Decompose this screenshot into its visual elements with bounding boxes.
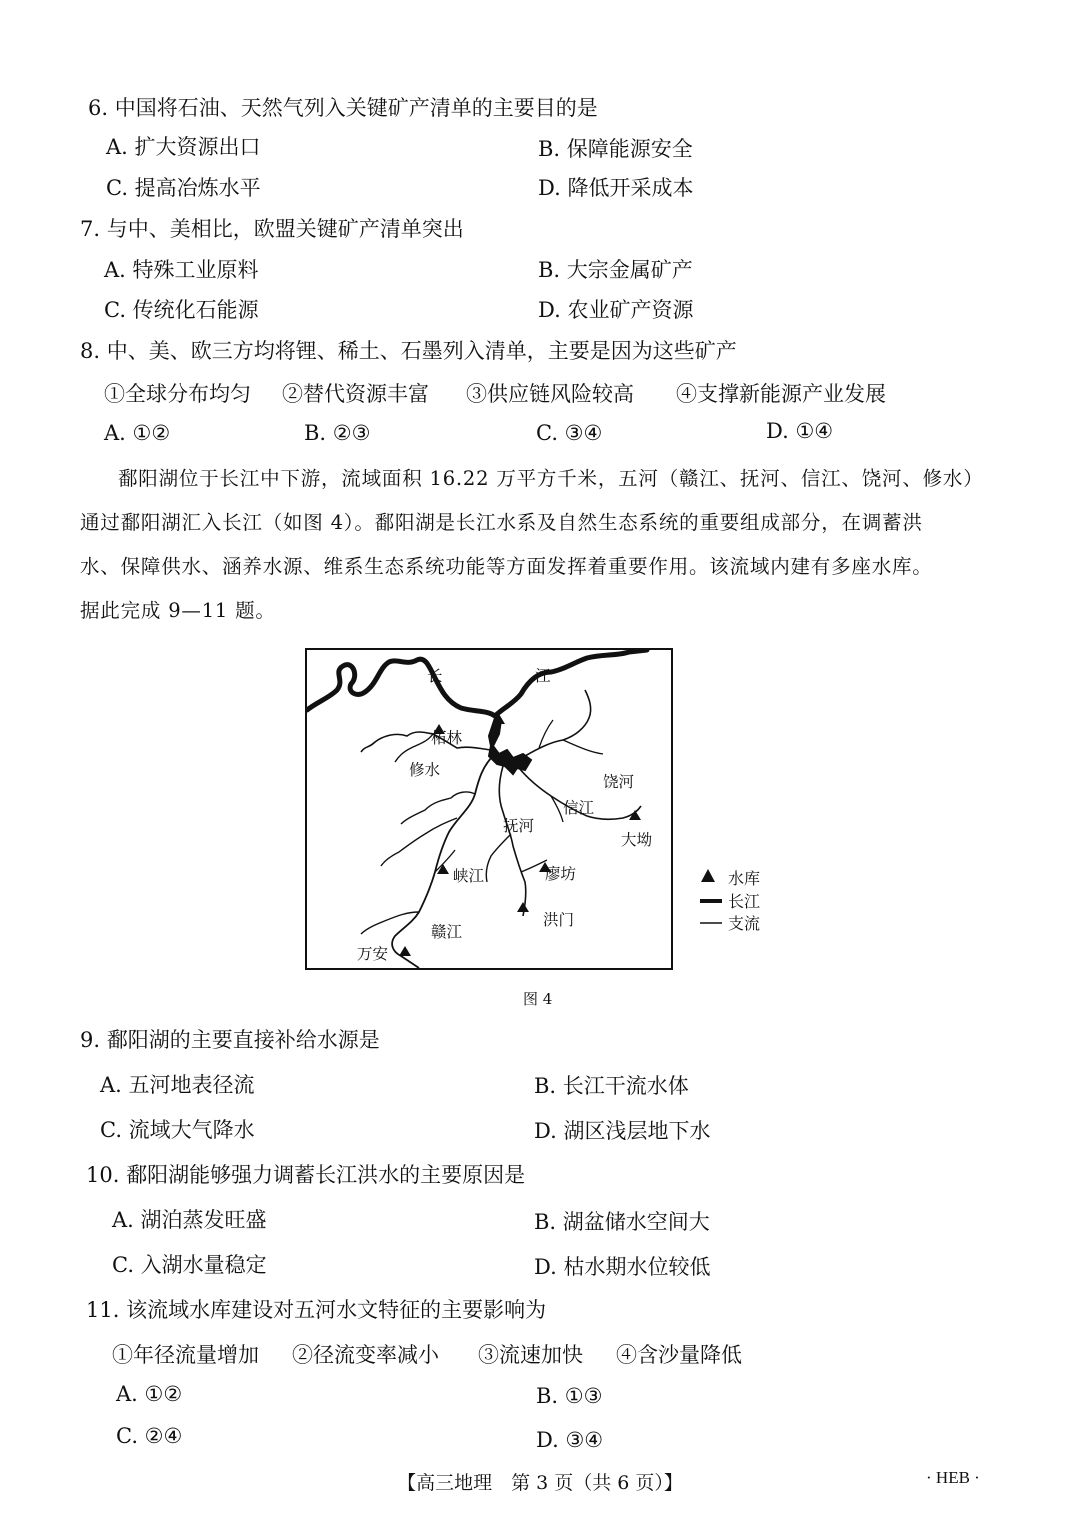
q10-option-a[interactable]: A. 湖泊蒸发旺盛 bbox=[112, 1208, 267, 1232]
passage bbox=[80, 457, 1010, 633]
q8-option-b[interactable]: B. ②③ bbox=[304, 421, 371, 445]
label-dayao: 大坳 bbox=[621, 831, 653, 849]
question-11-stem: 11. 该流域水库建设对五河水文特征的主要影响为 bbox=[86, 1298, 547, 1322]
xiushui-river bbox=[361, 732, 491, 752]
question-7-stem: 7. 与中、美相比，欧盟关键矿产清单突出 bbox=[80, 217, 464, 241]
passage-line-2: 通过鄱阳湖汇入长江（如图 4）。鄱阳湖是长江水系及自然生态系统的重要组成部分，在调蓄洪 bbox=[80, 511, 923, 534]
label-hongmen: 洪门 bbox=[543, 911, 575, 929]
legend-thick-line-icon bbox=[700, 891, 722, 910]
q9-option-c[interactable]: C. 流域大气降水 bbox=[100, 1118, 255, 1142]
q8-statement-3: ③供应链风险较高 bbox=[466, 382, 634, 406]
q7-option-d[interactable]: D. 农业矿产资源 bbox=[538, 298, 694, 322]
question-9-stem: 9. 鄱阳湖的主要直接补给水源是 bbox=[80, 1028, 380, 1052]
label-jiang: 江 bbox=[535, 667, 551, 685]
river-network-map bbox=[307, 650, 671, 968]
question-8-stem: 8. 中、美、欧三方均将锂、稀土、石墨列入清单，主要是因为这些矿产 bbox=[80, 339, 737, 363]
q11-option-b[interactable]: B. ①③ bbox=[536, 1384, 603, 1408]
q8-option-d[interactable]: D. ①④ bbox=[766, 419, 834, 443]
label-xiajiang: 峡江 bbox=[453, 867, 485, 885]
label-chang: 长 bbox=[427, 667, 443, 685]
legend-thin-line-icon bbox=[700, 913, 722, 932]
label-xinjiang: 信江 bbox=[563, 799, 595, 817]
question-6-stem: 6. 中国将石油、天然气列入关键矿产清单的主要目的是 bbox=[88, 96, 598, 120]
question-10-stem: 10. 鄱阳湖能够强力调蓄长江洪水的主要原因是 bbox=[86, 1163, 526, 1187]
q11-option-c[interactable]: C. ②④ bbox=[116, 1424, 183, 1448]
legend-reservoir-label: 水库 bbox=[728, 869, 761, 888]
footer-code: · HEB · bbox=[926, 1468, 980, 1487]
label-zhelin: 柘林 bbox=[431, 729, 463, 747]
passage-line-4: 据此完成 9—11 题。 bbox=[80, 599, 276, 622]
q9-option-b[interactable]: B. 长江干流水体 bbox=[534, 1074, 689, 1098]
q11-statement-4: ④含沙量降低 bbox=[616, 1343, 742, 1367]
label-fuhe: 抚河 bbox=[503, 817, 535, 835]
q6-option-c[interactable]: C. 提高冶炼水平 bbox=[106, 176, 261, 200]
label-raohe: 饶河 bbox=[603, 773, 635, 791]
q9-option-d[interactable]: D. 湖区浅层地下水 bbox=[534, 1119, 711, 1143]
legend-tributary-label: 支流 bbox=[728, 914, 761, 933]
q10-option-d[interactable]: D. 枯水期水位较低 bbox=[534, 1255, 711, 1279]
legend-triangle-icon bbox=[700, 868, 722, 887]
q8-statement-1: ①全球分布均匀 bbox=[104, 382, 251, 406]
yangtze-river bbox=[307, 650, 647, 716]
q8-statement-4: ④支撑新能源产业发展 bbox=[676, 382, 886, 406]
poyang-lake bbox=[489, 718, 531, 774]
legend-yangtze bbox=[700, 889, 760, 912]
label-liaofang: 廖坊 bbox=[545, 865, 577, 883]
q7-option-c[interactable]: C. 传统化石能源 bbox=[104, 298, 259, 322]
q6-option-d[interactable]: D. 降低开采成本 bbox=[538, 176, 694, 200]
label-xiushui: 修水 bbox=[409, 761, 441, 779]
q11-statement-3: ③流速加快 bbox=[478, 1343, 583, 1367]
q7-option-b[interactable]: B. 大宗金属矿产 bbox=[538, 258, 693, 282]
q9-option-a[interactable]: A. 五河地表径流 bbox=[100, 1073, 255, 1097]
legend-tributary bbox=[700, 911, 760, 934]
passage-line-1: 鄱阳湖位于长江中下游，流域面积 16.22 万平方千米，五河（赣江、抚河、信江、饶河、修水） bbox=[118, 467, 984, 490]
q8-option-c[interactable]: C. ③④ bbox=[536, 421, 603, 445]
q11-statement-2: ②径流变率减小 bbox=[292, 1343, 439, 1367]
reservoir-icon-wanan bbox=[399, 946, 411, 956]
q10-option-c[interactable]: C. 入湖水量稳定 bbox=[112, 1253, 267, 1277]
raohe-river bbox=[525, 690, 591, 756]
legend-reservoir bbox=[700, 866, 760, 889]
q10-option-b[interactable]: B. 湖盆储水空间大 bbox=[534, 1210, 710, 1234]
legend-yangtze-label: 长江 bbox=[728, 892, 761, 911]
q8-statement-2: ②替代资源丰富 bbox=[282, 382, 429, 406]
reservoir-icon-hongmen bbox=[517, 902, 529, 912]
page-footer: 【高三地理 第 3 页（共 6 页）】 bbox=[397, 1472, 683, 1494]
passage-line-3: 水、保障供水、涵养水源、维系生态系统功能等方面发挥着重要作用。该流域内建有多座水库。 bbox=[80, 555, 933, 578]
q11-statement-1: ①年径流量增加 bbox=[112, 1343, 259, 1367]
q7-option-a[interactable]: A. 特殊工业原料 bbox=[104, 258, 259, 282]
figure-caption: 图 4 bbox=[523, 990, 553, 1008]
q8-option-a[interactable]: A. ①② bbox=[104, 421, 171, 445]
q6-option-b[interactable]: B. 保障能源安全 bbox=[538, 137, 693, 161]
q6-option-a[interactable]: A. 扩大资源出口 bbox=[106, 135, 261, 159]
label-wanan: 万安 bbox=[357, 945, 389, 963]
q11-option-a[interactable]: A. ①② bbox=[116, 1382, 183, 1406]
figure-4-map bbox=[305, 648, 673, 970]
q11-option-d[interactable]: D. ③④ bbox=[536, 1428, 604, 1452]
label-ganjiang: 赣江 bbox=[431, 923, 463, 941]
